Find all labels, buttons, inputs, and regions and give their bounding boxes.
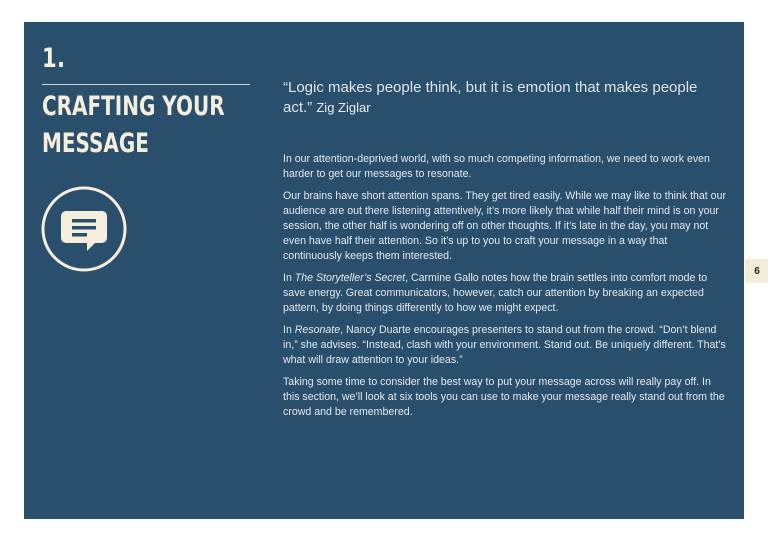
paragraph-1: In our attention-deprived world, with so much competing information, we need to work even harder to get our messages to resonate. [283,153,710,180]
quote-author: Zig Ziglar [316,100,371,115]
paragraph-4-rest: , Nancy Duarte encourages presenters to stand out from the crowd. “Don’t blend in,” she advises. “Instead, clash with your environment. Stand out. Be uniquely different. That’s what will draw attention to your ideas.” [283,324,726,366]
paragraph-3 [283,271,729,316]
pull-quote [283,78,713,118]
paragraph-2: Our brains have short attention spans. They get tired easily. While we may like to think that our audience are out there listening attentively, it’s more likely that while half their mind is on your session, the other half is wondering off on other thoughts. If it’s late in the day, you may not even have half their attention. So it’s up to you to craft your message in a way that continuously keeps them interested. [283,190,726,262]
title-divider [42,84,250,85]
paragraph-4-lead: In [283,324,295,336]
page-number: 6 [745,259,768,283]
quote-text: “Logic makes people think, but it is emotion that makes people act.” [283,79,698,116]
paragraph-3-lead: In [283,272,295,284]
body-text [283,152,729,427]
paragraph-5: Taking some time to consider the best way to put your message across will really pay off. In this section, we’ll look at six tools you can use to make your message really stand out from the crowd and be remembered. [283,376,725,418]
chapter-number: 1. [42,43,66,74]
chapter-panel [24,22,744,519]
chapter-title: CRAFTING YOUR MESSAGE [42,91,225,159]
book-title-resonate: Resonate [294,324,341,336]
paragraph-4 [283,323,729,368]
book-title-storytellers-secret: The Storyteller’s Secret [294,272,406,284]
paragraph-3-rest: , Carmine Gallo notes how the brain settles into comfort mode to save energy. Great communicators, however, catch our attention by breaking an expected pattern, by doing things differently to how we might expect. [283,272,708,314]
speech-bubble-icon [41,186,127,272]
